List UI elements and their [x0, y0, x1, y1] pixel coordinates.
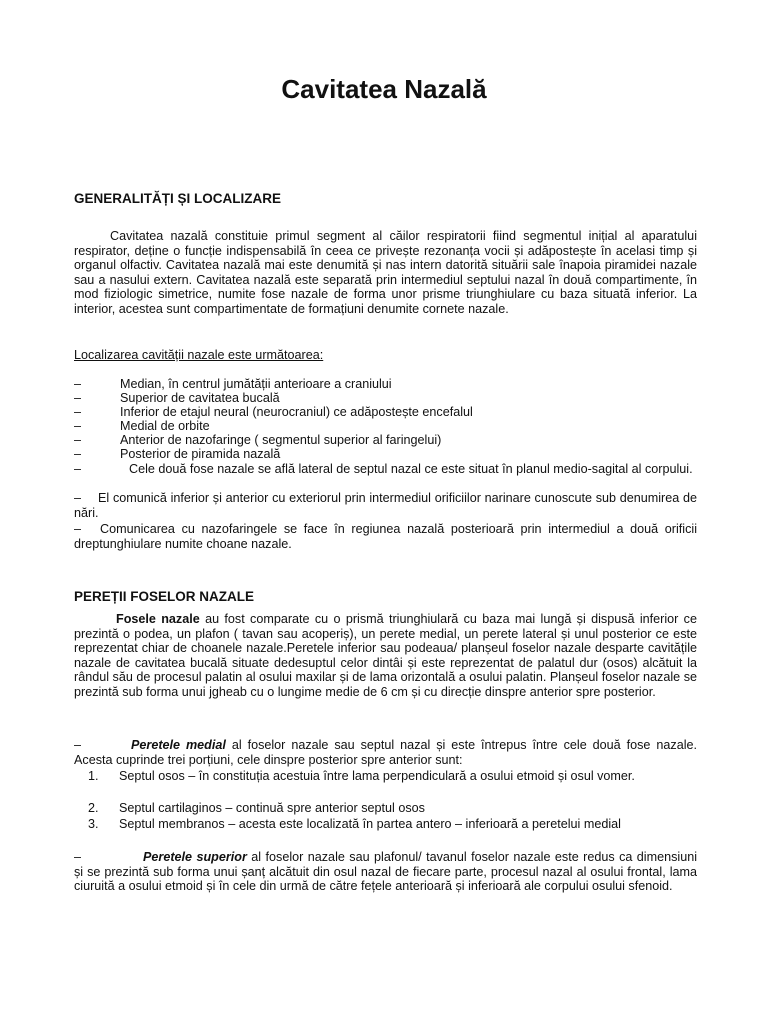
dash-bullet: – — [74, 522, 82, 536]
dash-bullet: – — [74, 462, 82, 476]
item-number: 3. — [88, 817, 99, 831]
list-item-text: Superior de cavitatea bucală — [120, 391, 280, 405]
item-text: Septul membranos – acesta este localizată în partea antero – inferioară a peretelui medial — [119, 817, 621, 831]
list-item — [74, 377, 697, 392]
dash-bullet: – — [74, 419, 82, 433]
medial-wall-text: al foselor nazale sau septul nazal și este întrepus între cele două fose nazale. Acesta cuprinde trei porțiuni, cele dinspre posterior spre anterior sunt: — [74, 738, 697, 767]
numbered-item — [74, 801, 697, 816]
dash-bullet: – — [74, 491, 82, 505]
dash-bullet: – — [74, 433, 82, 447]
dash-bullet: – — [74, 447, 82, 461]
list-item-text: Anterior de nazofaringe ( segmentul superior al faringelui) — [120, 433, 442, 447]
medial-wall-paragraph — [74, 738, 697, 767]
list-item-text: Cele două fose nazale se află lateral de septul nazal ce este situat în planul medio-sagital al corpului. — [129, 462, 693, 476]
item-text: Septul cartilaginos – continuă spre anterior septul osos — [119, 801, 425, 815]
item-number: 2. — [88, 801, 99, 815]
list-item-long — [74, 462, 697, 477]
list-item — [74, 391, 697, 406]
fosele-bold-term: Fosele nazale — [116, 612, 200, 626]
list-item-text: Inferior de etajul neural (neurocraniul) ce adăpostește encefalul — [120, 405, 473, 419]
list-item — [74, 419, 697, 434]
fosele-paragraph — [74, 612, 697, 699]
list-item-text: Posterior de piramida nazală — [120, 447, 281, 461]
intro-paragraph: Cavitatea nazală constituie primul segment al căilor respiratorii fiind segmentul inițial al aparatului respirator, deține o funcție indispensabilă în ceea ce privește rezonanța vocii și adăpostește în acelasi timp și organul olfactiv. Cavitatea nazală mai este denumită și nas intern datorită situării sale înapoia piramidei nazale sau a nasului extern. Cavitatea nazală este separată prin intermediul septului nazal în două compartimente, în mod fiziologic simetrice, numite fose nazale de forma unor prisme triunghiulare cu baza situată inferior. La interior, acestea sunt compartimentate de formațiuni denumite cornete nazale. — [74, 229, 697, 316]
list-item — [74, 447, 697, 462]
dash-bullet: – — [74, 850, 82, 864]
list-item-long — [74, 522, 697, 551]
item-number: 1. — [88, 769, 99, 783]
list-item-text: Medial de orbite — [120, 419, 210, 433]
localization-label: Localizarea cavității nazale este următoarea: — [74, 348, 324, 362]
superior-wall-text: al foselor nazale sau plafonul/ tavanul foselor nazale este redus ca dimensiuni și se prezintă sub forma unui șanț alcătuit din osul nazal de fiecare parte, procesul nazal al osului frontal, lama ciuruită a osului etmoid și în cele din urmă de către fețele anterioară și inferioară ale corpului osului sfenoid. — [74, 850, 698, 893]
dash-bullet: – — [74, 738, 82, 752]
medial-wall-label: Peretele medial — [131, 738, 226, 752]
list-item-long — [74, 491, 697, 520]
dash-bullet: – — [74, 377, 82, 391]
item-text: Septul osos – în constituția acestuia între lama perpendiculară a osului etmoid și osul vomer. — [119, 769, 635, 783]
fosele-text: au fost comparate cu o prismă triunghiulară cu baza mai lungă și dispusă inferior ce prezintă o podea, un plafon ( tavan sau acoperiș), un perete medial, un perete lateral și unul posterior ce este reprezentat chiar de choanele nazale.Peretele inferior sau podeaua/ planșeul foselor nazale desparte cavitățile nazale de cavitatea bucală situate dedesuptul celor dintâi și este reprezentat de palatul dur (osos) alcătuit la rândul său de procesul palatin al osului maxilar și de lama orizontală a osului palatin. Planșeul foselor nazale se prezintă sub forma unui jgheab cu o lungime medie de 6 cm și cu direcție dinspre anterior spre posterior. — [74, 612, 697, 699]
section-heading-generalitati: GENERALITĂȚI ȘI LOCALIZARE — [74, 191, 281, 206]
page-title: Cavitatea Nazală — [281, 74, 487, 104]
list-item — [74, 405, 697, 420]
numbered-item — [74, 817, 697, 832]
list-item-text: Median, în centrul jumătății anterioare a craniului — [120, 377, 392, 391]
superior-wall-label: Peretele superior — [143, 850, 247, 864]
section-heading-peretii: PEREȚII FOSELOR NAZALE — [74, 589, 255, 604]
dash-bullet: – — [74, 391, 82, 405]
list-item — [74, 433, 697, 448]
list-item-text: El comunică inferior și anterior cu exteriorul prin intermediul orificiilor narinare cunoscute sub denumirea de nări. — [74, 491, 697, 520]
numbered-item — [74, 769, 697, 799]
superior-wall-paragraph — [74, 850, 697, 894]
list-item-text: Comunicarea cu nazofaringele se face în regiunea nazală posterioară prin intermediul a două orificii dreptunghiulare numite choane nazale. — [74, 522, 697, 551]
dash-bullet: – — [74, 405, 82, 419]
